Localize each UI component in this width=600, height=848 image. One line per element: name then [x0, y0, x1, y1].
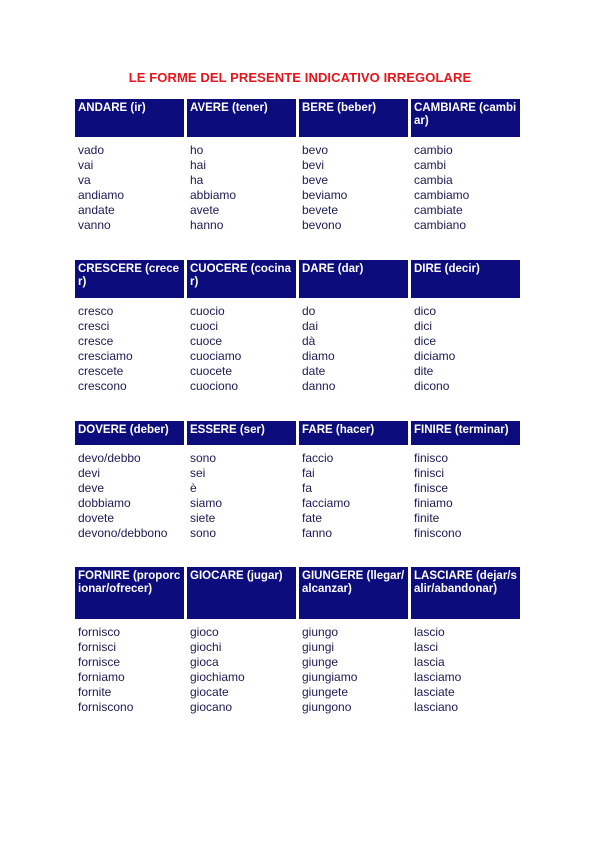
verb-forms-cell	[299, 619, 408, 715]
verb-forms-cell	[75, 137, 184, 233]
verb-form: dai	[302, 319, 319, 333]
verb-header: FARE (hacer)	[299, 421, 408, 445]
verb-form: cresci	[78, 319, 110, 333]
verb-form: finiscono	[414, 526, 462, 540]
verb-form: lasciamo	[414, 670, 462, 684]
verb-form: fornite	[78, 685, 112, 699]
verb-form: lasciano	[414, 700, 459, 714]
verb-form: cambiamo	[414, 188, 470, 202]
verb-form: sei	[190, 466, 206, 480]
verb-forms-cell	[299, 298, 408, 394]
verb-form: devi	[78, 466, 101, 480]
verb-form: faccio	[302, 451, 334, 465]
verb-form: dico	[414, 304, 437, 318]
verb-table-4	[72, 567, 523, 715]
verb-form: giochi	[190, 640, 222, 654]
verb-form: finiamo	[414, 496, 453, 510]
verb-form: giungo	[302, 625, 339, 639]
verb-form: dice	[414, 334, 437, 348]
verb-forms-cell	[75, 445, 184, 541]
verb-form: crescono	[78, 379, 127, 393]
verb-form: do	[302, 304, 316, 318]
verb-header: DOVERE (deber)	[75, 421, 184, 445]
verb-form: sono	[190, 451, 217, 465]
verb-form: giocate	[190, 685, 229, 699]
verb-form: fate	[302, 511, 323, 525]
verb-header: GIUNGERE (llegar/alcanzar)	[299, 567, 408, 619]
verb-header: FINIRE (terminar)	[411, 421, 520, 445]
verb-form: siamo	[190, 496, 223, 510]
verb-form: cuocio	[190, 304, 225, 318]
verb-form: dicono	[414, 379, 450, 393]
verb-form: facciamo	[302, 496, 351, 510]
verb-form: beviamo	[302, 188, 348, 202]
verb-form: finisci	[414, 466, 445, 480]
verb-form: finite	[414, 511, 440, 525]
verb-form: lascia	[414, 655, 445, 669]
verb-form: cambiate	[414, 203, 463, 217]
verb-form: bevono	[302, 218, 342, 232]
verb-form: gioca	[190, 655, 219, 669]
verb-header: CUOCERE (cocinar)	[187, 260, 296, 298]
verb-forms-cell	[187, 445, 296, 541]
verb-form: hai	[190, 158, 207, 172]
verb-form: sono	[190, 526, 217, 540]
verb-form: ho	[190, 143, 204, 157]
verb-form: giungi	[302, 640, 335, 654]
verb-form: finisce	[414, 481, 449, 495]
verb-form: giocano	[190, 700, 233, 714]
verb-form: diciamo	[414, 349, 456, 363]
verb-header: AVERE (tener)	[187, 99, 296, 137]
verb-form: cresciamo	[78, 349, 133, 363]
verb-forms-cell	[411, 445, 520, 541]
verb-form: bevo	[302, 143, 329, 157]
verb-header: DIRE (decir)	[411, 260, 520, 298]
page-title: LE FORME DEL PRESENTE INDICATIVO IRREGOLARE	[128, 70, 472, 85]
verb-table-3	[72, 421, 523, 541]
verb-header: FORNIRE (proporcionar/ofrecer)	[75, 567, 184, 619]
verb-form: fornisce	[78, 655, 121, 669]
verb-form: lasci	[414, 640, 439, 654]
verb-form: lascio	[414, 625, 445, 639]
verb-header: ESSERE (ser)	[187, 421, 296, 445]
verb-table-2	[72, 260, 523, 394]
verb-forms-cell	[299, 137, 408, 233]
verb-form: cuociamo	[190, 349, 242, 363]
verb-form: cresce	[78, 334, 114, 348]
verb-form: fornisci	[78, 640, 117, 654]
verb-header: GIOCARE (jugar)	[187, 567, 296, 619]
verb-form: cuoce	[190, 334, 223, 348]
verb-form: forniscono	[78, 700, 134, 714]
verb-form: cuoci	[190, 319, 219, 333]
verb-form: dite	[414, 364, 434, 378]
verb-header: DARE (dar)	[299, 260, 408, 298]
verb-forms-cell	[411, 619, 520, 715]
verb-forms-cell	[187, 137, 296, 233]
verb-form: bevete	[302, 203, 339, 217]
verb-form: fornisco	[78, 625, 121, 639]
verb-forms-cell	[187, 619, 296, 715]
verb-form: fanno	[302, 526, 333, 540]
verb-form: vai	[78, 158, 94, 172]
verb-forms-cell	[75, 619, 184, 715]
verb-form: diamo	[302, 349, 335, 363]
verb-form: dici	[414, 319, 433, 333]
verb-form: fa	[302, 481, 313, 495]
verb-table-1	[72, 99, 523, 233]
verb-form: cambio	[414, 143, 453, 157]
verb-form: cuocete	[190, 364, 233, 378]
verb-form: siete	[190, 511, 216, 525]
verb-header: ANDARE (ir)	[75, 99, 184, 137]
verb-form: cambi	[414, 158, 447, 172]
verb-form: dobbiamo	[78, 496, 131, 510]
verb-form: danno	[302, 379, 336, 393]
verb-form: date	[302, 364, 326, 378]
verb-form: cambiano	[414, 218, 467, 232]
verb-form: bevi	[302, 158, 325, 172]
verb-form: ha	[190, 173, 204, 187]
verb-form: crescete	[78, 364, 124, 378]
verb-form: devo/debbo	[78, 451, 141, 465]
verb-header: BERE (beber)	[299, 99, 408, 137]
verb-header: CAMBIARE (cambiar)	[411, 99, 520, 137]
verb-form: gioco	[190, 625, 219, 639]
verb-form: forniamo	[78, 670, 125, 684]
verb-header: LASCIARE (dejar/salir/abandonar)	[411, 567, 520, 619]
verb-form: giungete	[302, 685, 349, 699]
verb-form: abbiamo	[190, 188, 237, 202]
verb-form: dovete	[78, 511, 115, 525]
verb-form: hanno	[190, 218, 224, 232]
verb-forms-cell	[411, 298, 520, 394]
verb-form: andiamo	[78, 188, 125, 202]
verb-form: giochiamo	[190, 670, 245, 684]
verb-form: cuociono	[190, 379, 239, 393]
verb-form: cresco	[78, 304, 114, 318]
verb-form: cambia	[414, 173, 453, 187]
verb-form: fai	[302, 466, 315, 480]
verb-form: avete	[190, 203, 220, 217]
verb-form: vado	[78, 143, 105, 157]
verb-forms-cell	[299, 445, 408, 541]
verb-form: giungono	[302, 700, 352, 714]
verb-form: lasciate	[414, 685, 455, 699]
verb-form: dà	[302, 334, 316, 348]
verb-forms-cell	[187, 298, 296, 394]
verb-form: giungiamo	[302, 670, 358, 684]
verb-header: CRESCERE (crecer)	[75, 260, 184, 298]
verb-form: vanno	[78, 218, 111, 232]
verb-form: finisco	[414, 451, 449, 465]
verb-form: va	[78, 173, 91, 187]
verb-forms-cell	[411, 137, 520, 233]
verb-form: deve	[78, 481, 105, 495]
verb-form: devono/debbono	[78, 526, 168, 540]
verb-forms-cell	[75, 298, 184, 394]
verb-form: è	[190, 481, 197, 495]
verb-form: beve	[302, 173, 329, 187]
verb-form: giunge	[302, 655, 339, 669]
verb-form: andate	[78, 203, 115, 217]
